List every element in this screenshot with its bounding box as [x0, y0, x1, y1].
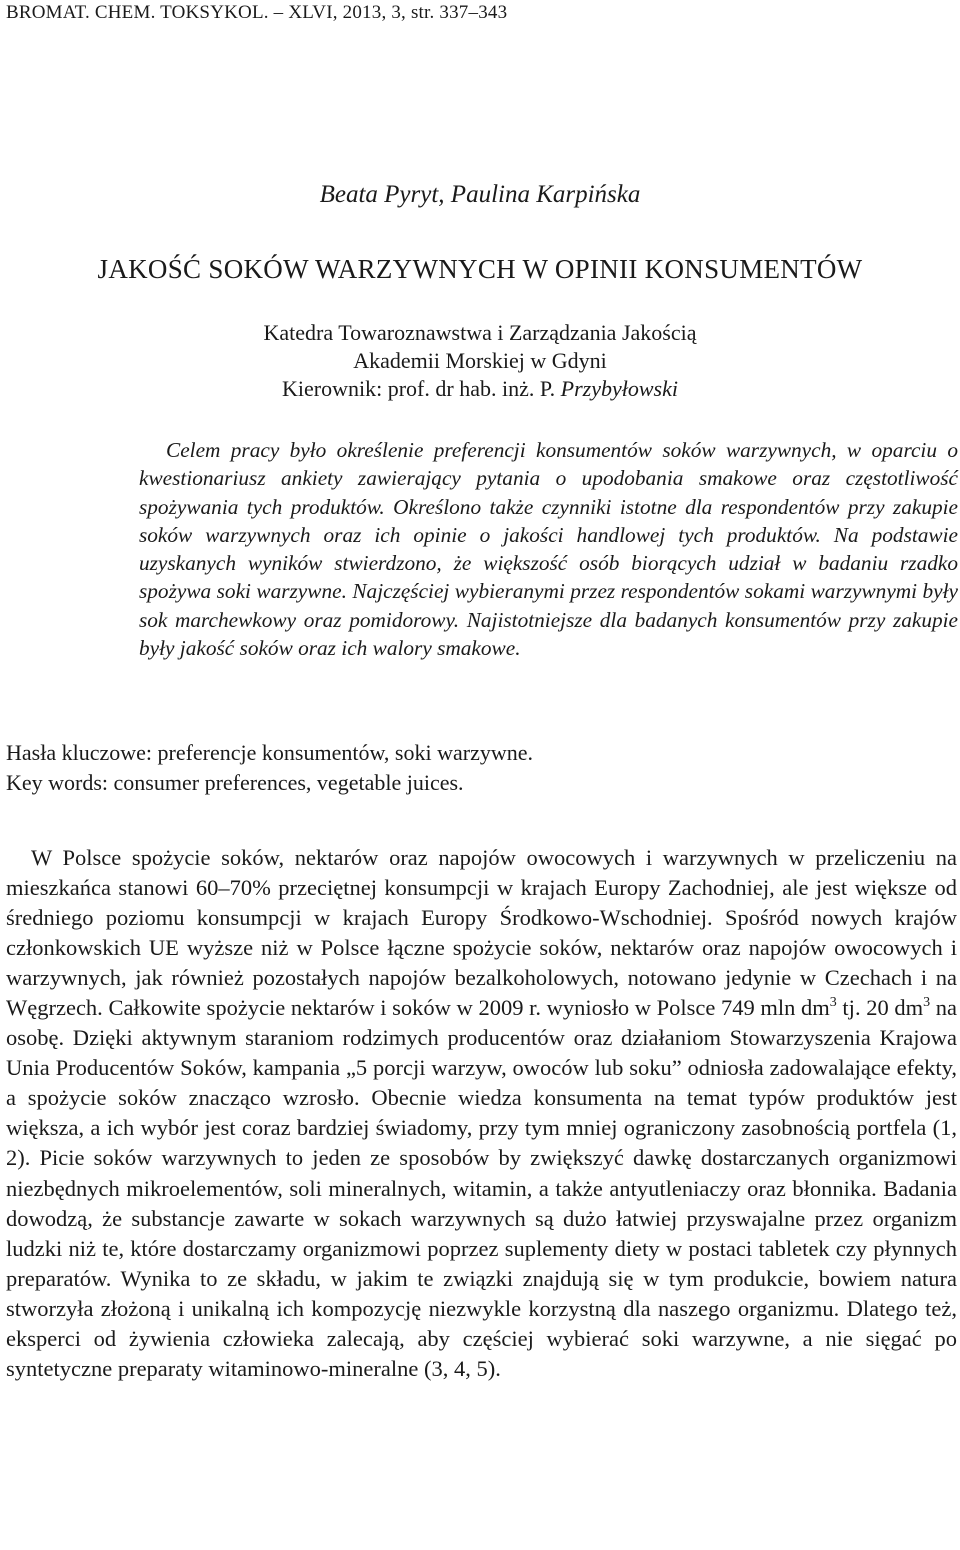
- affiliation-block: [0, 319, 960, 403]
- affiliation-head: [0, 375, 960, 403]
- journal-header: BROMAT. CHEM. TOKSYKOL. – XLVI, 2013, 3, str. 337–343: [6, 2, 508, 23]
- affiliation-head-prefix: Kierownik: prof. dr hab. inż. P.: [282, 376, 561, 401]
- body-text-part-3: na osobę. Dzięki aktywnym staraniom rodzimych producentów oraz działaniom Stowarzyszenia Krajowa Unia Producentów Soków, kampania „5 porcji warzyw, owoców lub soku” odniosła zadowalające efekty, a spożycie soków znacząco wzrosło. Obecnie wiedza konsumenta na temat typów produktów jest większa, a ich wybór jest coraz bardziej świadomy, przy tym mniej ograniczony zasobnością portfela (1, 2). Picie soków warzywnych to jeden ze sposobów by zwiększyć dawkę dostarczanych organizmowi niezbędnych mikroelementów, soli mineralnych, witamin, a także antyutleniaczy oraz błonnika. Badania dowodzą, że substancje zawarte w sokach warzywnych są dużo łatwiej przyswajalne przez organizm ludzki niż te, które dostarczamy organizmowi poprzez suplementy diety w postaci tabletek czy płynnych preparatów. Wynika to ze składu, w jakim te związki znajdują się w tym produkcie, bowiem natura stworzyła złożoną i unikalną ich kompozycję niezwykle korzystną dla naszego organizmu. Dlatego też, eksperci od żywienia człowieka zalecają, aby częściej wybierać soki warzywne, a nie sięgać po syntetyczne preparaty witaminowo-mineralne (3, 4, 5).: [6, 995, 957, 1381]
- body-paragraph: [6, 843, 957, 1384]
- abstract: Celem pracy było określenie preferencji konsumentów soków warzywnych, w oparciu o kwestionariusz ankiety zawierający pytania o upodobania smakowe oraz częstotliwość spożywania tych produktów. Określono także czynniki istotne dla respondentów przy zakupie soków warzywnych oraz ich opinie o jakości handlowej tych produktów. Na podstawie uzyskanych wyników stwierdzono, że większość osób biorących udział w badaniu rzadko spożywa soki warzywne. Najczęściej wybieranymi przez respondentów sokami warzywnymi były sok marchewkowy oraz pomidorowy. Najistotniejsze dla badanych konsumentów przy zakupie były jakość soków oraz ich walory smakowe.: [139, 438, 958, 661]
- affiliation-department: Katedra Towaroznawstwa i Zarządzania Jakością: [263, 320, 697, 345]
- superscript-exponent-1: 3: [829, 995, 837, 1011]
- article-authors: Beata Pyryt, Paulina Karpińska: [319, 181, 641, 208]
- keywords-english: Key words: consumer preferences, vegetable juices.: [6, 770, 464, 795]
- keywords-polish: Hasła kluczowe: preferencje konsumentów, soki warzywne.: [6, 740, 533, 765]
- body-text-part-2: tj. 20 dm: [836, 995, 924, 1021]
- superscript-exponent-2: 3: [923, 995, 931, 1011]
- keywords-block: [6, 738, 533, 798]
- article-title: JAKOŚĆ SOKÓW WARZYWNYCH W OPINII KONSUMENTÓW: [97, 254, 863, 284]
- affiliation-institution: Akademii Morskiej w Gdyni: [353, 348, 607, 373]
- body-text-part-1: W Polsce spożycie soków, nektarów oraz napojów owocowych i warzywnych w przeliczeniu na mieszkańca stanowi 60–70% przeciętnej konsumpcji w krajach Europy Zachodniej, ale jest większe od średniego poziomu konsumpcji w krajach Europy Środkowo-Wschodniej. Spośród nowych krajów członkowskich UE wyższe niż w Polsce łączne spożycie soków, nektarów oraz napojów owocowych i warzywnych, jak również pozostałych napojów bezalkoholowych, notowano jedynie w Czechach i na Węgrzech. Całkowite spożycie nektarów i soków w 2009 r. wyniosło w Polsce 749 mln dm: [6, 845, 957, 1021]
- affiliation-head-name: Przybyłowski: [560, 376, 678, 401]
